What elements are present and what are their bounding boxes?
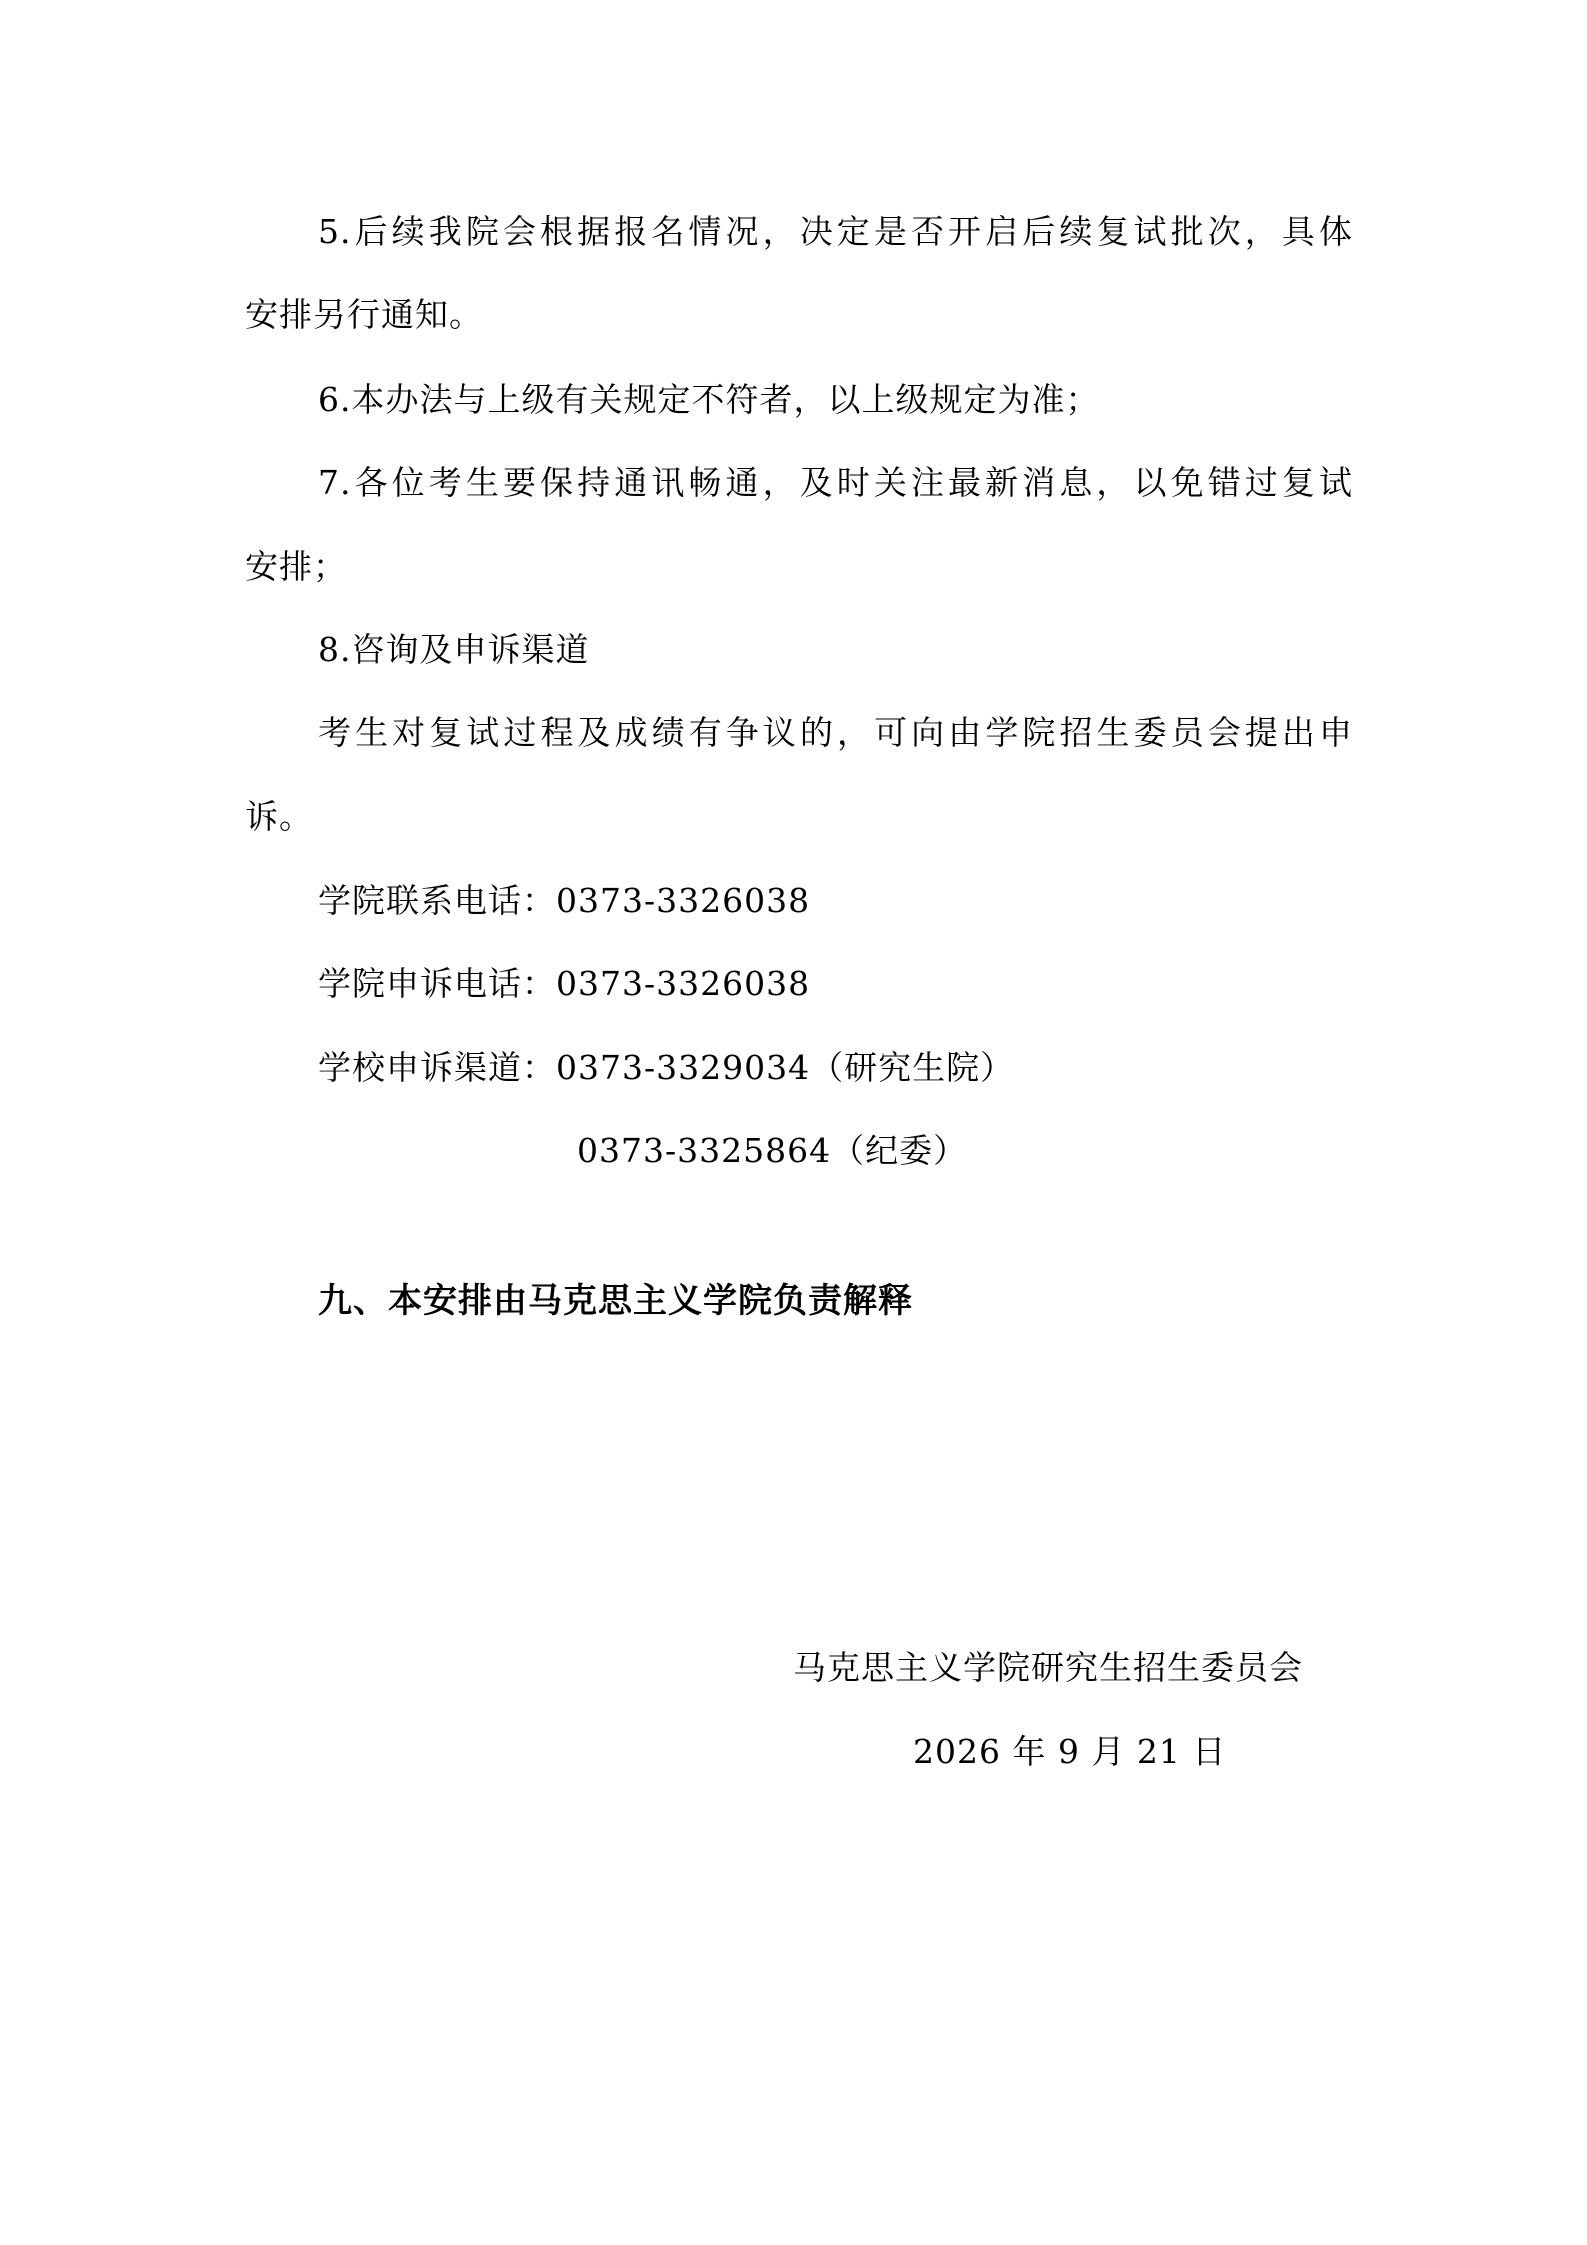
appeal-line-1: 考生对复试过程及成绩有争议的，可向由学院招生委员会提出申 [318, 713, 1353, 752]
section-nine-heading: 九、本安排由马克思主义学院负责解释 [318, 1281, 913, 1321]
school-appeal-channel: 学校申诉渠道：0373-3329034（研究生院） [318, 1048, 1015, 1087]
item-8: 8.咨询及申诉渠道 [318, 630, 590, 669]
college-appeal-phone: 学院申诉电话：0373-3326038 [318, 964, 811, 1003]
item-5-line-1: 5.后续我院会根据报名情况，决定是否开启后续复试批次，具体 [318, 212, 1353, 251]
college-contact-phone: 学院联系电话：0373-3326038 [318, 881, 811, 920]
item-6: 6.本办法与上级有关规定不符者，以上级规定为准； [318, 380, 1100, 419]
appeal-line-2: 诉。 [245, 797, 313, 836]
signature-organization: 马克思主义学院研究生招生委员会 [793, 1648, 1303, 1687]
item-7-line-1: 7.各位考生要保持通讯畅通，及时关注最新消息，以免错过复试 [318, 463, 1353, 502]
item-7-line-2: 安排； [245, 547, 347, 586]
item-5-line-2: 安排另行通知。 [245, 295, 483, 334]
signature-date: 2026 年 9 月 21 日 [913, 1732, 1227, 1771]
school-appeal-channel-2: 0373-3325864（纪委） [577, 1131, 968, 1170]
